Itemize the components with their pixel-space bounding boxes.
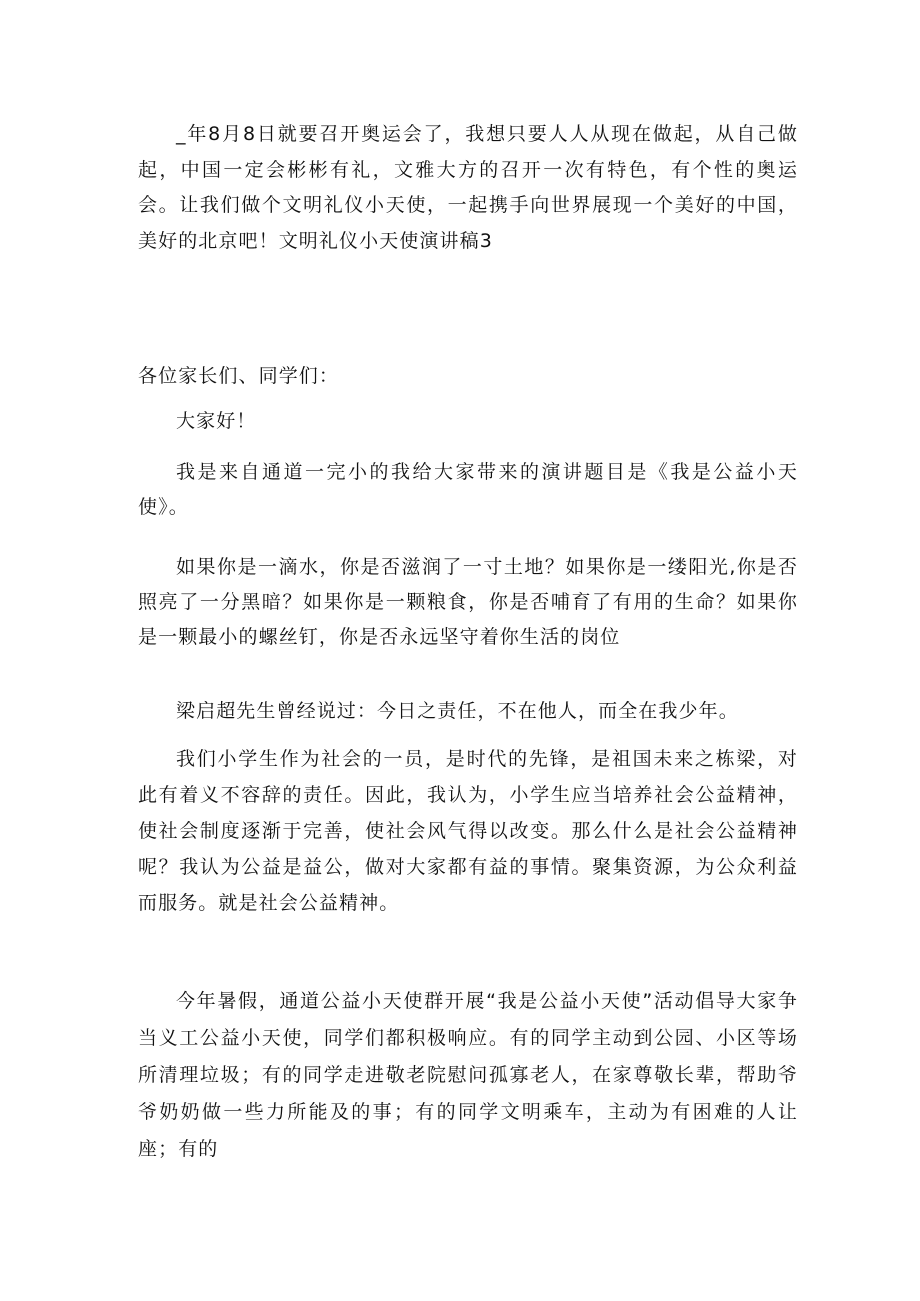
paragraph-summer-activity: 今年暑假，通道公益小天使群开展“我是公益小天使”活动倡导大家争当义工公益小天使，同学们都积极响应。有的同学主动到公园、小区等场所清理垃圾；有的同学走进敬老院慰问孤寡老人，在家尊敬长辈，帮助爷爷奶奶做一些力所能及的事；有的同学文明乘车，主动为有困难的人让座；有的 <box>138 990 798 1160</box>
paragraph-olympics-closing: _年8月8日就要召开奥运会了，我想只要人人从现在做起，从自己做起，中国一定会彬彬有礼，文雅大方的召开一次有特色，有个性的奥运会。让我们做个文明礼仪小天使，一起携手向世界展现一个美好的中国，美好的北京吧！文明礼仪小天使演讲稿3 <box>138 123 798 252</box>
paragraph-rhetorical-questions: 如果你是一滴水，你是否滋润了一寸土地？如果你是一缕阳光,你是否照亮了一分黑暗？如果你是一颗粮食，你是否哺育了有用的生命？如果你是一颗最小的螺丝钉，你是否永远坚守着你生活的岗位 <box>138 556 798 648</box>
paragraph-public-spirit: 我们小学生作为社会的一员，是时代的先锋，是祖国未来之栋梁，对此有着义不容辞的责任。因此，我认为，小学生应当培养社会公益精神，使社会制度逐渐于完善，使社会风气得以改变。那么什么是社会公益精神呢？我认为公益是益公，做对大家都有益的事情。聚集资源，为公众利益而服务。就是社会公益精神。 <box>138 748 798 914</box>
paragraph-salutation: 各位家长们、同学们： <box>138 365 340 387</box>
paragraph-speech-title: 我是来自通道一完小的我给大家带来的演讲题目是《我是公益小天使》。 <box>138 461 798 518</box>
paragraph-liang-qichao-quote: 梁启超先生曾经说过：今日之责任，不在他人，而全在我少年。 <box>176 700 739 722</box>
paragraph-greeting: 大家好！ <box>176 410 257 432</box>
